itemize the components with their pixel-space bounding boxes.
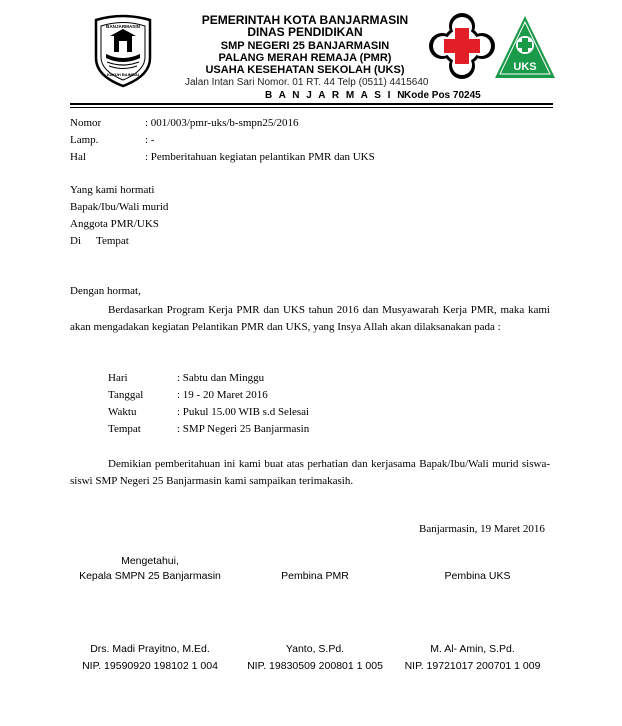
signer-1-nip: NIP. 19590920 198102 1 004 xyxy=(82,660,218,672)
signer-3-name: M. Al- Amin, S.Pd. xyxy=(430,643,515,655)
uks-logo-text: UKS xyxy=(513,61,537,73)
schedule-label: Waktu xyxy=(108,406,137,418)
schedule-label: Hari xyxy=(108,372,128,384)
uks-logo xyxy=(493,14,557,80)
header-school: SMP NEGERI 25 BANJARMASIN xyxy=(220,40,390,52)
schedule-label: Tanggal xyxy=(108,389,144,401)
header-address: Jalan Intan Sari Nomor. 01 RT. 44 Telp (0511) 4415640 xyxy=(185,77,429,88)
header-postal-code: Kode Pos 70245 xyxy=(404,90,481,101)
nomor-value: : 001/003/pmr-uks/b-smpn25/2016 xyxy=(145,117,299,129)
schedule-value: : Pukul 15.00 WIB s.d Selesai xyxy=(177,406,310,418)
pmr-red-cross-logo xyxy=(428,12,496,80)
schedule-value: : SMP Negeri 25 Banjarmasin xyxy=(177,423,310,435)
nomor-label: Nomor xyxy=(70,117,102,129)
header-rule-thin xyxy=(70,107,553,108)
signer-2-title: Pembina PMR xyxy=(281,570,349,582)
schedule-value: : Sabtu dan Minggu xyxy=(177,372,265,384)
header-pmr: PALANG MERAH REMAJA (PMR) xyxy=(218,52,392,64)
signer-1-title: Kepala SMPN 25 Banjarmasin xyxy=(79,570,221,582)
header-uks: USAHA KESEHATAN SEKOLAH (UKS) xyxy=(205,64,405,76)
recipient-di: Di xyxy=(70,235,81,247)
signer-1-name: Drs. Madi Prayitno, M.Ed. xyxy=(90,643,210,655)
letter-date: Banjarmasin, 19 Maret 2016 xyxy=(419,523,545,535)
body-paragraph-1: Berdasarkan Program Kerja PMR dan UKS tahun 2016 dan Musyawarah Kerja PMR, maka kami akan mengadakan kegiatan Pelantikan PMR dan UKS, yang Insya Allah akan dilaksanakan pada : xyxy=(70,304,550,333)
recipient-place: Tempat xyxy=(96,235,129,247)
recipient-line-2: Bapak/Ibu/Wali murid xyxy=(70,201,169,213)
banjarmasin-crest-logo xyxy=(92,14,154,88)
svg-text:BANJARMASIN: BANJARMASIN xyxy=(106,24,140,29)
header-rule-thick xyxy=(70,103,553,105)
svg-text:KAYUH BAIMBAI: KAYUH BAIMBAI xyxy=(106,72,140,77)
mengetahui-label: Mengetahui, xyxy=(121,555,179,567)
hal-label: Hal xyxy=(70,151,86,163)
header-city: B A N J A R M A S I N xyxy=(265,90,407,101)
signer-3-title: Pembina UKS xyxy=(444,570,511,582)
hal-value: : Pemberitahuan kegiatan pelantikan PMR dan UKS xyxy=(145,151,375,163)
lamp-label: Lamp. xyxy=(70,134,99,146)
recipient-line-3: Anggota PMR/UKS xyxy=(70,218,159,230)
signer-2-name: Yanto, S.Pd. xyxy=(285,643,345,655)
recipient-line-1: Yang kami hormati xyxy=(70,184,155,196)
header-department: DINAS PENDIDIKAN xyxy=(247,25,363,39)
schedule-value: : 19 - 20 Maret 2016 xyxy=(177,389,268,401)
header-government: PEMERINTAH KOTA BANJARMASIN xyxy=(201,13,409,27)
signer-3-nip: NIP. 19721017 200701 1 009 xyxy=(404,660,541,672)
body-paragraph-2: Demikian pemberitahuan ini kami buat atas perhatian dan kerjasama Bapak/Ibu/Wali murid siswa-siswi SMP Negeri 25 Banjarmasin kami sampaikan terimakasih. xyxy=(70,458,550,487)
signer-2-nip: NIP. 19830509 200801 1 005 xyxy=(247,660,383,672)
greeting: Dengan hormat, xyxy=(70,285,141,297)
schedule-label: Tempat xyxy=(108,423,141,435)
lamp-value: : - xyxy=(145,134,155,146)
